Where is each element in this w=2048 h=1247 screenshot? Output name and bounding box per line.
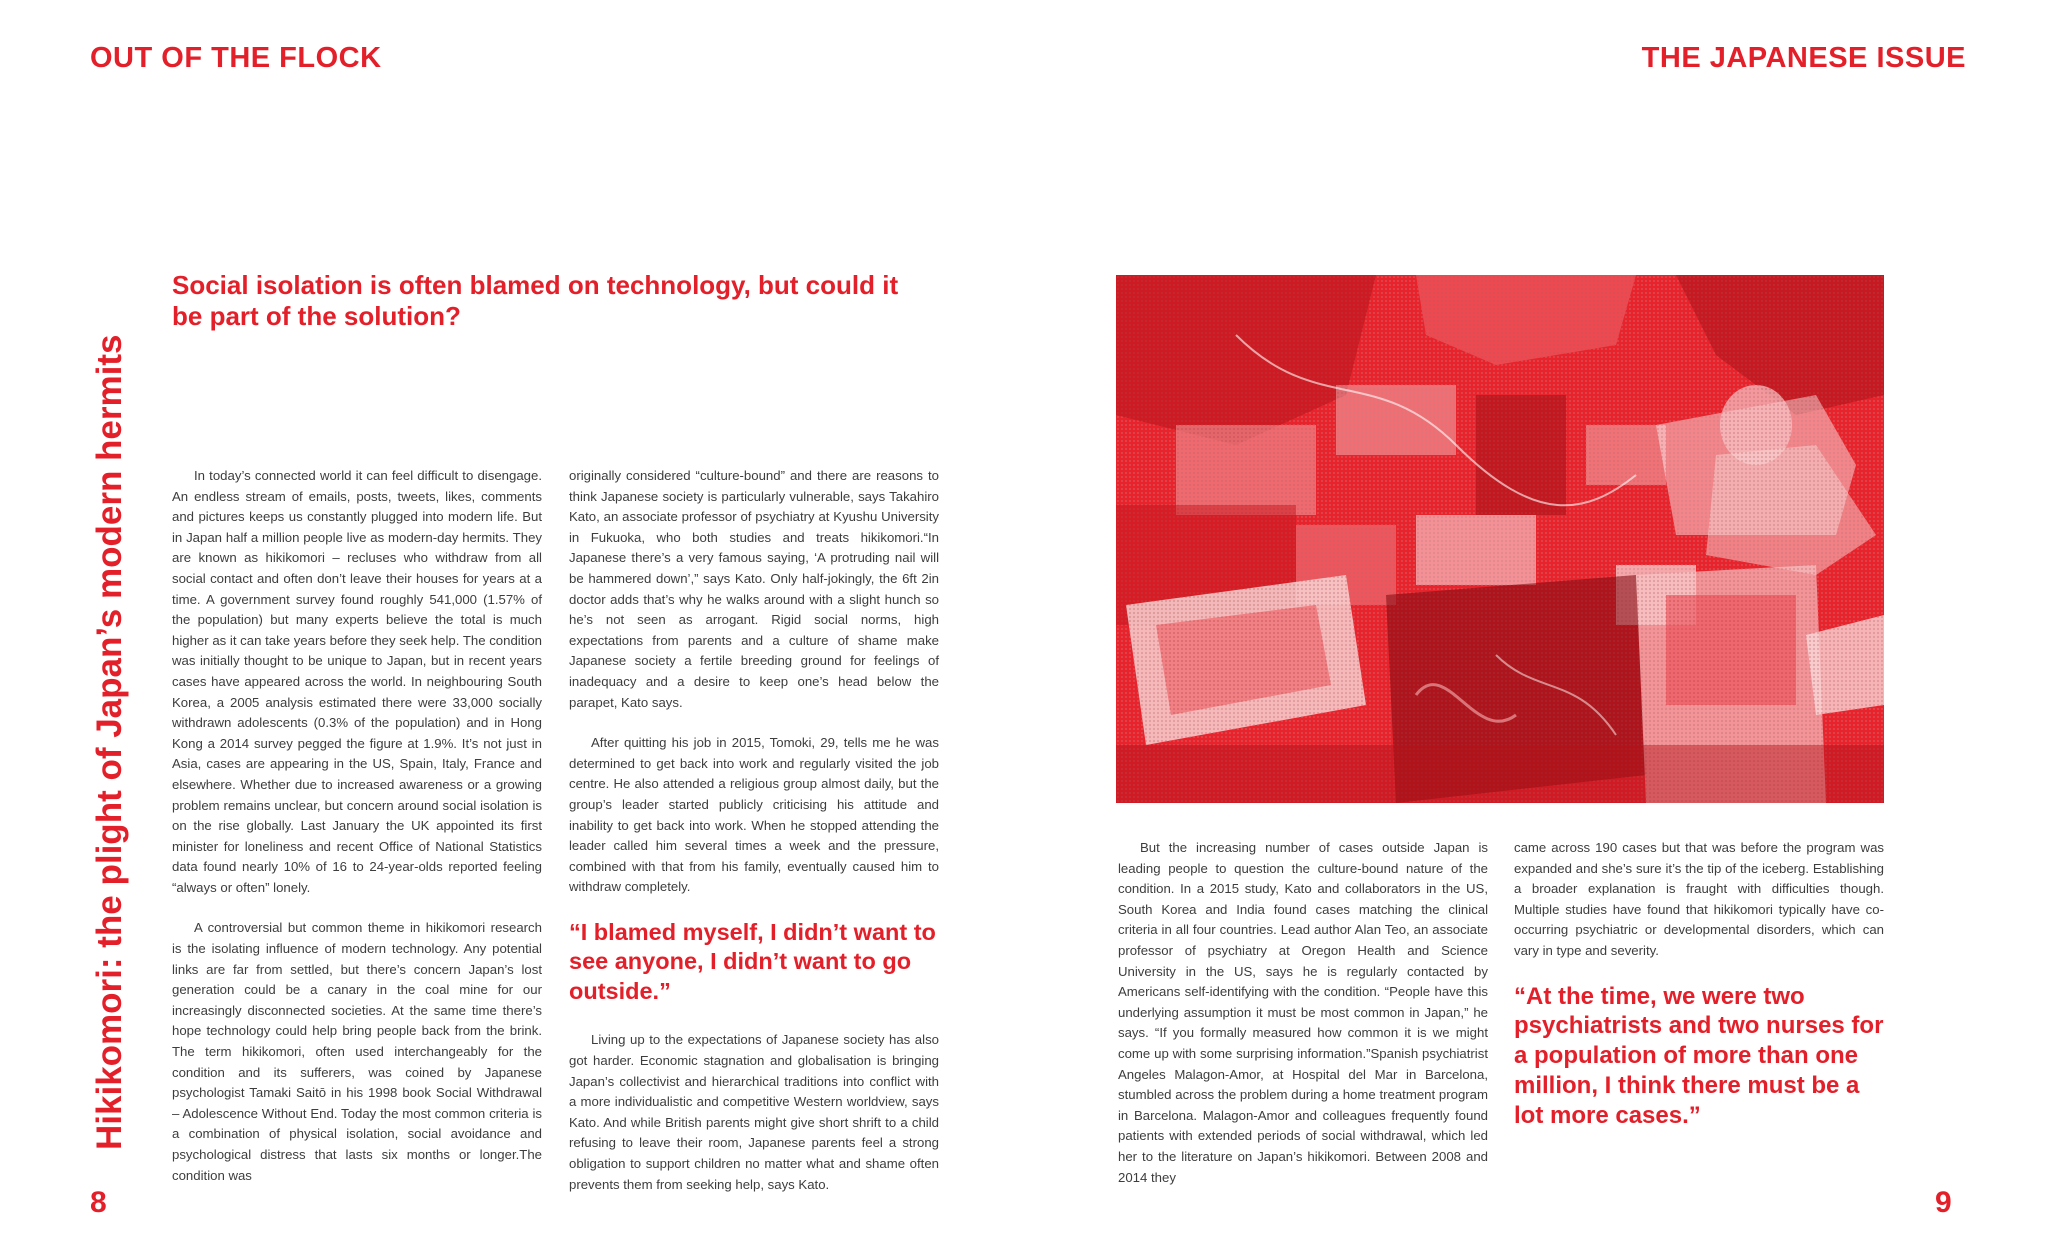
- paragraph: After quitting his job in 2015, Tomoki, 29, tells me he was determined to get back into work and regularly visited the job centre. He also attended a religious group almost daily, but the group’s leader started publicly criticising his attitude and inability to get back into work. When he stopped attending the leader called him several times a week and the pressure, combined with that from his family, eventually caused him to withdraw completely.: [569, 735, 939, 895]
- running-head-left: OUT OF THE FLOCK: [90, 42, 382, 74]
- paragraph: In today’s connected world it can feel difficult to disengage. An endless stream of emails, posts, tweets, likes, comments and pictures keeps us constantly plugged into modern life. But in Japan half a million people live as modern-day hermits. They are known as hikikomori – recluses who withdraw from all social contact and often don’t leave their houses for years at a time. A government survey found roughly 541,000 (1.57% of the population) but many experts believe the total is much higher as it can take years before they seek help. The condition was initially thought to be unique to Japan, but in recent years cases have appeared across the world. In neighbouring South Korea, a 2005 analysis estimated there were 33,000 socially withdrawn adolescents (0.3% of the population) and in Hong Kong a 2014 survey pegged the figure at 1.9%. It’s not just in Asia, cases are appearing in the US, Spain, Italy, France and elsewhere. Whether due to increased awareness or a growing problem remains unclear, but concern around social isolation is on the rise globally. Last January the UK appointed its first minister for loneliness and recent Office of National Statistics data found nearly 10% of 16 to 24-year-olds reported feeling “always or often” lonely.: [172, 468, 542, 895]
- article-title: Hikikomori: the plight of Japan’s modern hermits: [90, 334, 129, 1150]
- running-head-right: THE JAPANESE ISSUE: [1641, 42, 1966, 74]
- paragraph: came across 190 cases but that was before the program was expanded and she’s sure it’s the tip of the iceberg. Establishing a broader explanation is fraught with difficulties though. Multiple studies have found that hikikomori typically have co-occurring psychiatric or developmental disorders, which can vary in type and severity.: [1514, 840, 1884, 958]
- page-number-left: 8: [90, 1186, 107, 1219]
- body-column-4: [1514, 838, 1884, 1155]
- photo-illustration: [1116, 275, 1884, 803]
- paragraph: Living up to the expectations of Japanese society has also got harder. Economic stagnation and globalisation is bringing Japan’s collectivist and hierarchical traditions into conflict with a more individualistic and competitive Western worldview, says Kato. And while British parents might give short shrift to a child refusing to leave their room, Japanese parents feel a strong obligation to support children no matter what and shame often prevents them from seeking help, says Kato.: [569, 1032, 939, 1192]
- article-photo: [1116, 275, 1884, 803]
- standfirst: Social isolation is often blamed on technology, but could it be part of the solution?: [172, 270, 899, 331]
- body-column-1: [172, 466, 542, 1206]
- paragraph: A controversial but common theme in hikikomori research is the isolating influence of modern technology. Any potential links are far from settled, but there’s concern Japan’s lost generation could be a canary in the coal mine for our increasingly disconnected societies. At the same time there’s hope technology could help bring people back from the brink. The term hikikomori, often used interchangeably for the condition and its sufferers, was coined by Japanese psychologist Tamaki Saitō in his 1998 book Social Withdrawal – Adolescence Without End. Today the most common criteria is a combination of physical isolation, social avoidance and psychological distress that lasts six months or longer.The condition was: [172, 920, 542, 1183]
- pull-quote: “At the time, we were two psychiatrists and two nurses for a population of more than one million, I think there must be a lot more cases.”: [1514, 982, 1884, 1129]
- body-column-3: [1118, 838, 1488, 1208]
- paragraph: But the increasing number of cases outside Japan is leading people to question the culture-bound nature of the condition. In a 2015 study, Kato and collaborators in the US, South Korea and India found cases matching the clinical criteria in all four countries. Lead author Alan Teo, an associate professor of psychiatry at Oregon Health and Science University in the US, says he is regularly contacted by Americans self-identifying with the condition. “People have this underlying assumption it must be most common in Japan,” he says. “If you formally measured how common it is we might come up with some surprising information.”Spanish psychiatrist Angeles Malagon-Amor, at Hospital del Mar in Barcelona, stumbled across the problem during a home treatment program in Barcelona. Malagon-Amor and colleagues frequently found patients with extended periods of social withdrawal, which led her to the literature on Japan’s hikikomori. Between 2008 and 2014 they: [1118, 840, 1488, 1185]
- pull-quote: “I blamed myself, I didn’t want to see anyone, I didn’t want to go outside.”: [569, 918, 936, 1004]
- body-column-2: [569, 466, 939, 1215]
- paragraph: originally considered “culture-bound” and there are reasons to think Japanese society is particularly vulnerable, says Takahiro Kato, an associate professor of psychiatry at Kyushu University in Fukuoka, who both studies and treats hikikomori.“In Japanese there’s a very famous saying, ‘A protruding nail will be hammered down’,” says Kato. Only half-jokingly, the 6ft 2in doctor adds that’s why he walks around with a slight hunch so he’s not seen as arrogant. Rigid social norms, high expectations from parents and a culture of shame make Japanese society a fertile breeding ground for feelings of inadequacy and a desire to keep one’s head below the parapet, Kato says.: [569, 468, 939, 710]
- page-number-right: 9: [1935, 1186, 1952, 1219]
